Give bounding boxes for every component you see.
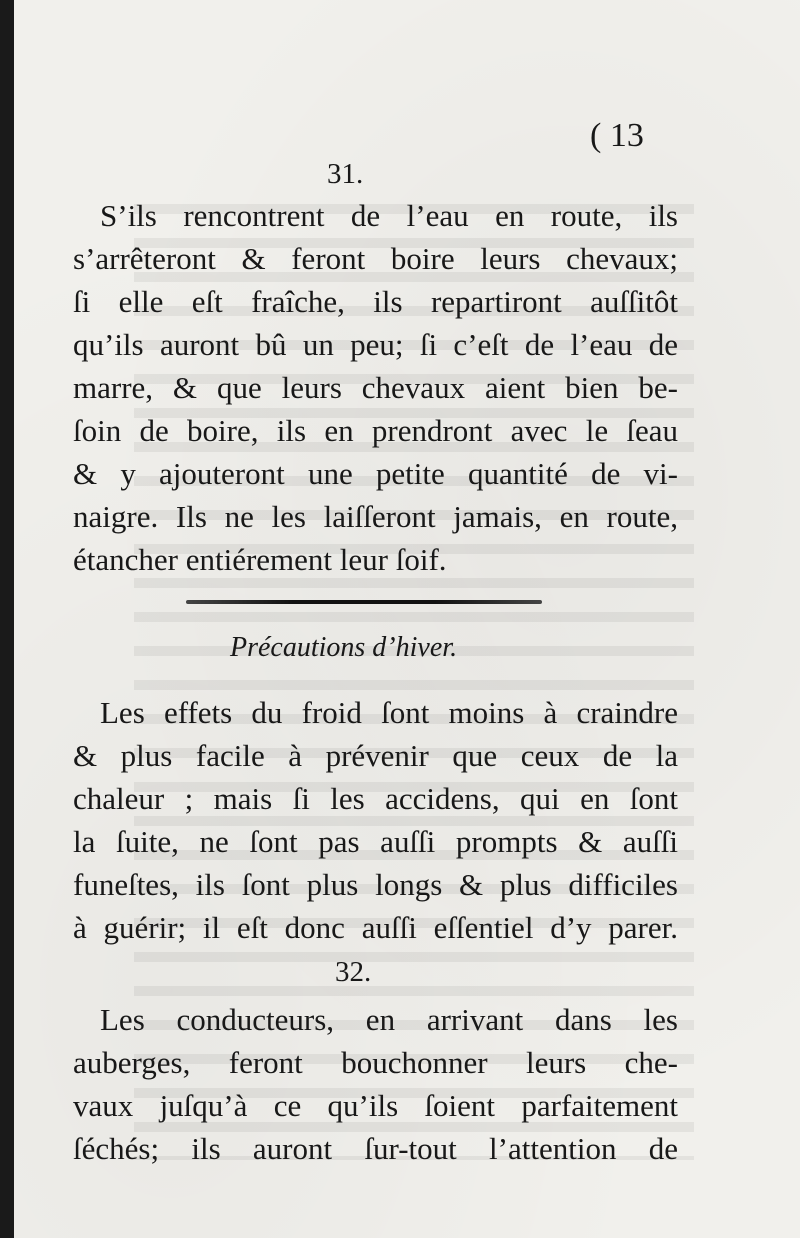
text-line: & y ajouteront une petite quantité de vi- <box>73 456 678 491</box>
text-line: chaleur ; mais ſi les accidens, qui en ſont <box>73 781 678 816</box>
book-page <box>14 0 800 1238</box>
text-line: marre, & que leurs chevaux aient bien be- <box>73 370 678 405</box>
text-line: la ſuite, ne ſont pas auſſi prompts & auſſi <box>73 824 678 859</box>
text-line: funeſtes, ils ſont plus longs & plus difficiles <box>73 867 678 902</box>
text-line: & plus facile à prévenir que ceux de la <box>73 738 678 773</box>
section-number-32: 32. <box>335 956 372 988</box>
text-line: auberges, feront bouchonner leurs che- <box>73 1045 678 1080</box>
text-line: S’ils rencontrent de l’eau en route, ils <box>100 198 678 233</box>
text-line: Les effets du froid ſont moins à craindre <box>100 695 678 730</box>
text-line: ſéchés; ils auront ſur-tout l’attention de <box>73 1131 678 1166</box>
section-heading: Précautions d’hiver. <box>230 632 458 663</box>
page-number: ( 13 <box>590 117 644 154</box>
text-line: naigre. Ils ne les laiſſeront jamais, en route, <box>73 499 678 534</box>
text-line: s’arrêteront & feront boire leurs chevaux; <box>73 241 678 276</box>
text-line: ſoin de boire, ils en prendront avec le ſeau <box>73 413 678 448</box>
section-divider <box>186 600 542 604</box>
text-line: étancher entiérement leur ſoif. <box>73 542 447 577</box>
text-line: ſi elle eſt fraîche, ils repartiront auſſitôt <box>73 284 678 319</box>
text-line: à guérir; il eſt donc auſſi eſſentiel d’y parer. <box>73 910 678 945</box>
section-number-31: 31. <box>327 158 364 190</box>
text-line: vaux juſqu’à ce qu’ils ſoient parfaitement <box>73 1088 678 1123</box>
text-line: Les conducteurs, en arrivant dans les <box>100 1002 678 1037</box>
text-line: qu’ils auront bû un peu; ſi c’eſt de l’eau de <box>73 327 678 362</box>
